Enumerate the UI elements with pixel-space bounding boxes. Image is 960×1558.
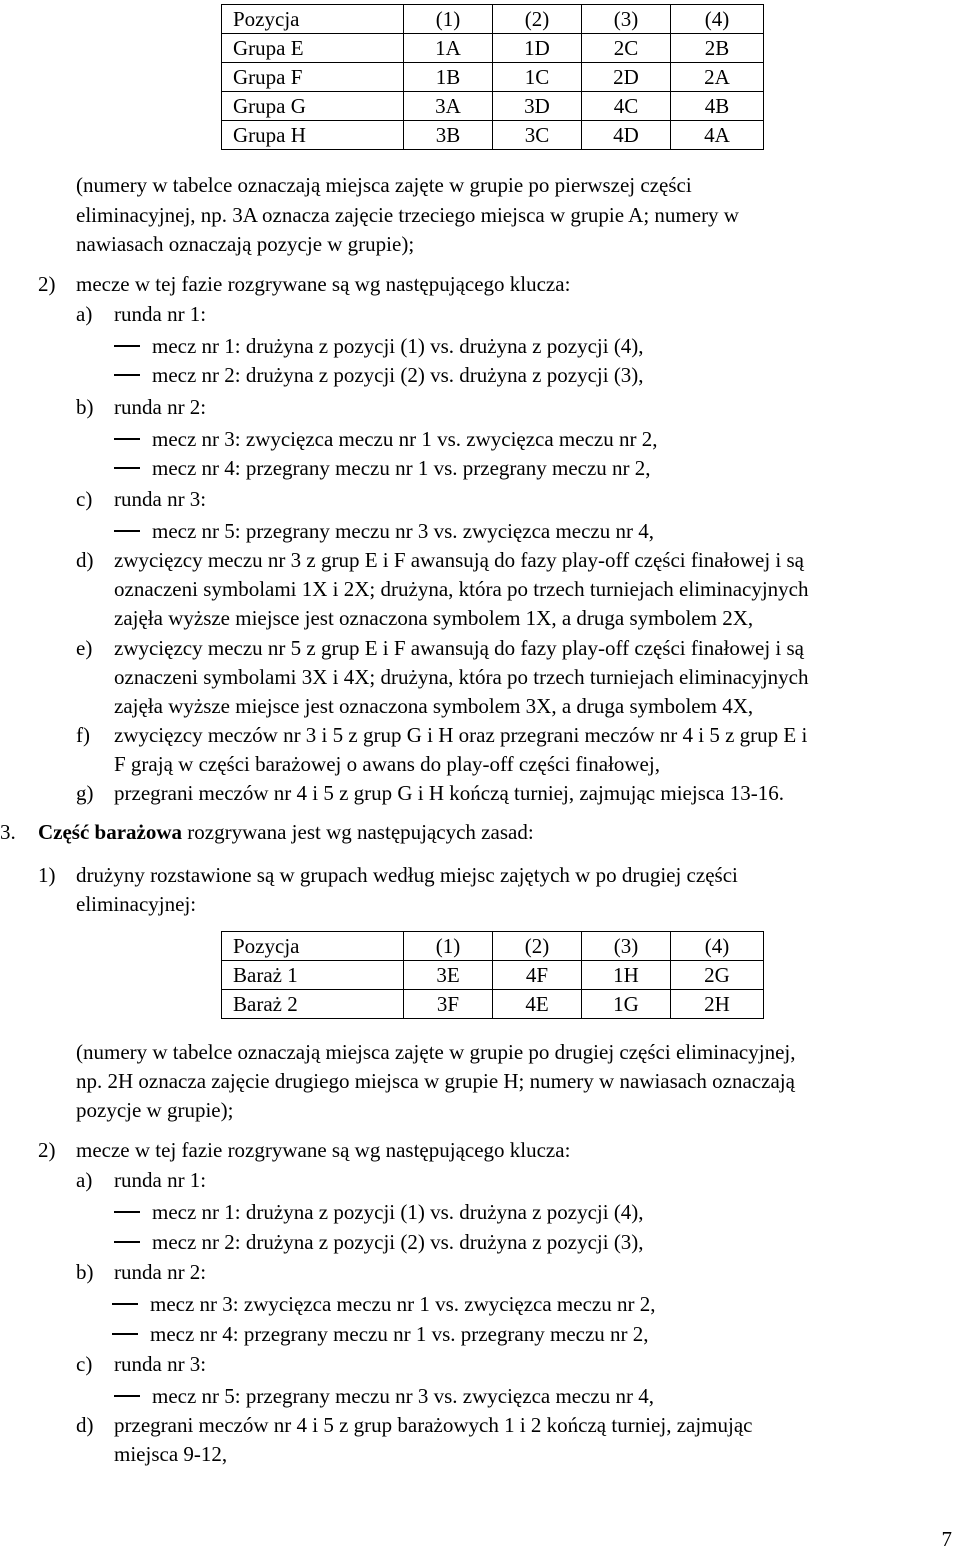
list-letter: g) xyxy=(76,781,94,805)
table-cell: (3) xyxy=(582,932,671,961)
dash-bullet xyxy=(114,1211,140,1213)
match-line: mecz nr 4: przegrany meczu nr 1 vs. przegrany meczu nr 2, xyxy=(150,1322,649,1346)
dash-bullet xyxy=(114,1241,140,1243)
table-cell: Grupa H xyxy=(222,121,404,150)
match-line: mecz nr 4: przegrany meczu nr 1 vs. przegrany meczu nr 2, xyxy=(152,456,651,480)
table-cell: 4E xyxy=(493,990,582,1019)
table-header-row xyxy=(222,5,764,34)
match-line: mecz nr 2: drużyna z pozycji (2) vs. drużyna z pozycji (3), xyxy=(152,363,644,387)
list-letter: a) xyxy=(76,1168,93,1192)
match-line: mecz nr 1: drużyna z pozycji (1) vs. drużyna z pozycji (4), xyxy=(152,334,644,358)
table-cell: 2D xyxy=(582,63,671,92)
list-item: runda nr 2: xyxy=(114,395,207,419)
dash-bullet xyxy=(114,467,140,469)
list-item: oznaczeni symbolami 1X i 2X; drużyna, która po trzech turniejach eliminacyjnych xyxy=(114,577,809,601)
table-cell: 1D xyxy=(493,34,582,63)
table-note: (numery w tabelce oznaczają miejsca zajęte w grupie po drugiej części eliminacyjnej, xyxy=(76,1040,796,1064)
group-position-table xyxy=(221,4,764,150)
section-number: 3. xyxy=(0,820,16,844)
list-number: 2) xyxy=(38,1138,56,1162)
list-letter: b) xyxy=(76,395,94,419)
list-letter: d) xyxy=(76,1413,94,1437)
list-letter: d) xyxy=(76,548,94,572)
list-letter: e) xyxy=(76,636,93,660)
table-cell: (2) xyxy=(493,5,582,34)
table-cell: 1H xyxy=(582,961,671,990)
table-cell: 4F xyxy=(493,961,582,990)
list-letter: a) xyxy=(76,302,93,326)
table-note: nawiasach oznaczają pozycje w grupie); xyxy=(76,232,415,256)
table-cell: 2C xyxy=(582,34,671,63)
list-item: runda nr 3: xyxy=(114,487,207,511)
table-cell: 1G xyxy=(582,990,671,1019)
table-row xyxy=(222,121,764,150)
match-line: mecz nr 5: przegrany meczu nr 3 vs. zwycięzca meczu nr 4, xyxy=(152,519,655,543)
list-item: zwycięzcy meczu nr 3 z grup E i F awansują do fazy play-off części finałowej i są xyxy=(114,548,804,572)
table-row xyxy=(222,63,764,92)
list-item: F grają w części barażowej o awans do play-off części finałowej, xyxy=(114,752,660,776)
list-item: zwycięzcy meczu nr 5 z grup E i F awansują do fazy play-off części finałowej i są xyxy=(114,636,804,660)
table-note: np. 2H oznacza zajęcie drugiego miejsca w grupie H; numery w nawiasach oznaczają xyxy=(76,1069,795,1093)
list-item: runda nr 1: xyxy=(114,302,207,326)
list-item: miejsca 9-12, xyxy=(114,1442,228,1466)
list-item: eliminacyjnej: xyxy=(76,892,197,916)
list-number: 2) xyxy=(38,272,56,296)
dash-bullet xyxy=(114,1395,140,1397)
table-cell: 4C xyxy=(582,92,671,121)
table-cell: Pozycja xyxy=(222,5,404,34)
table-cell: (1) xyxy=(404,5,493,34)
match-line: mecz nr 5: przegrany meczu nr 3 vs. zwycięzca meczu nr 4, xyxy=(152,1384,655,1408)
list-item: drużyny rozstawione są w grupach według miejsc zajętych w po drugiej części xyxy=(76,863,738,887)
table-cell: 2G xyxy=(671,961,764,990)
table-cell: 1C xyxy=(493,63,582,92)
table-note: pozycje w grupie); xyxy=(76,1098,234,1122)
table-cell: 3E xyxy=(404,961,493,990)
table-cell: Grupa E xyxy=(222,34,404,63)
page-number: 7 xyxy=(941,1527,952,1551)
list-item: zajęła wyższe miejsce jest oznaczona symbolem 1X, a druga symbolem 2X, xyxy=(114,606,754,630)
table-cell: (3) xyxy=(582,5,671,34)
table-note: eliminacyjnej, np. 3A oznacza zajęcie trzeciego miejsca w grupie A; numery w xyxy=(76,203,739,227)
table-cell: 2A xyxy=(671,63,764,92)
table-cell: 1B xyxy=(404,63,493,92)
table-cell: (4) xyxy=(671,932,764,961)
section-title-rest: rozgrywana jest wg następujących zasad: xyxy=(182,820,534,844)
dash-bullet xyxy=(112,1333,138,1335)
list-item: mecze w tej fazie rozgrywane są wg następującego klucza: xyxy=(76,1138,571,1162)
list-item: runda nr 3: xyxy=(114,1352,207,1376)
table-cell: Baraż 1 xyxy=(222,961,404,990)
list-item: runda nr 2: xyxy=(114,1260,207,1284)
table-header-row xyxy=(222,932,764,961)
table-cell: 3D xyxy=(493,92,582,121)
table-note: (numery w tabelce oznaczają miejsca zajęte w grupie po pierwszej części xyxy=(76,173,692,197)
list-letter: f) xyxy=(76,723,90,747)
table-cell: 1A xyxy=(404,34,493,63)
list-item: zajęła wyższe miejsce jest oznaczona symbolem 3X, a druga symbolem 4X, xyxy=(114,694,754,718)
table-cell: (2) xyxy=(493,932,582,961)
list-letter: b) xyxy=(76,1260,94,1284)
table-cell: 3C xyxy=(493,121,582,150)
dash-bullet xyxy=(112,1303,138,1305)
list-item: przegrani meczów nr 4 i 5 z grup barażowych 1 i 2 kończą turniej, zajmując xyxy=(114,1413,753,1437)
table-cell: (1) xyxy=(404,932,493,961)
dash-bullet xyxy=(114,530,140,532)
table-cell: 3F xyxy=(404,990,493,1019)
list-number: 1) xyxy=(38,863,56,887)
list-letter: c) xyxy=(76,1352,93,1376)
table-cell: 4A xyxy=(671,121,764,150)
table-cell: 2H xyxy=(671,990,764,1019)
match-line: mecz nr 2: drużyna z pozycji (2) vs. drużyna z pozycji (3), xyxy=(152,1230,644,1254)
section-heading xyxy=(38,819,534,845)
table-cell: 4B xyxy=(671,92,764,121)
list-item: runda nr 1: xyxy=(114,1168,207,1192)
list-item: mecze w tej fazie rozgrywane są wg następującego klucza: xyxy=(76,272,571,296)
table-cell: 2B xyxy=(671,34,764,63)
match-line: mecz nr 3: zwycięzca meczu nr 1 vs. zwycięzca meczu nr 2, xyxy=(152,427,658,451)
list-item: przegrani meczów nr 4 i 5 z grup G i H kończą turniej, zajmując miejsca 13-16. xyxy=(114,781,785,805)
table-row xyxy=(222,961,764,990)
dash-bullet xyxy=(114,345,140,347)
match-line: mecz nr 3: zwycięzca meczu nr 1 vs. zwycięzca meczu nr 2, xyxy=(150,1292,656,1316)
table-row xyxy=(222,34,764,63)
table-cell: 4D xyxy=(582,121,671,150)
table-cell: Pozycja xyxy=(222,932,404,961)
list-item: oznaczeni symbolami 3X i 4X; drużyna, która po trzech turniejach eliminacyjnych xyxy=(114,665,809,689)
match-line: mecz nr 1: drużyna z pozycji (1) vs. drużyna z pozycji (4), xyxy=(152,1200,644,1224)
table-cell: 3B xyxy=(404,121,493,150)
section-title: Część barażowa xyxy=(38,820,183,844)
list-item: zwycięzcy meczów nr 3 i 5 z grup G i H oraz przegrani meczów nr 4 i 5 z grup E i xyxy=(114,723,808,747)
table-cell: (4) xyxy=(671,5,764,34)
playoff-position-table xyxy=(221,931,764,1019)
table-cell: Grupa F xyxy=(222,63,404,92)
dash-bullet xyxy=(114,374,140,376)
table-cell: Baraż 2 xyxy=(222,990,404,1019)
table-row xyxy=(222,92,764,121)
table-row xyxy=(222,990,764,1019)
table-cell: Grupa G xyxy=(222,92,404,121)
dash-bullet xyxy=(114,438,140,440)
list-letter: c) xyxy=(76,487,93,511)
table-cell: 3A xyxy=(404,92,493,121)
